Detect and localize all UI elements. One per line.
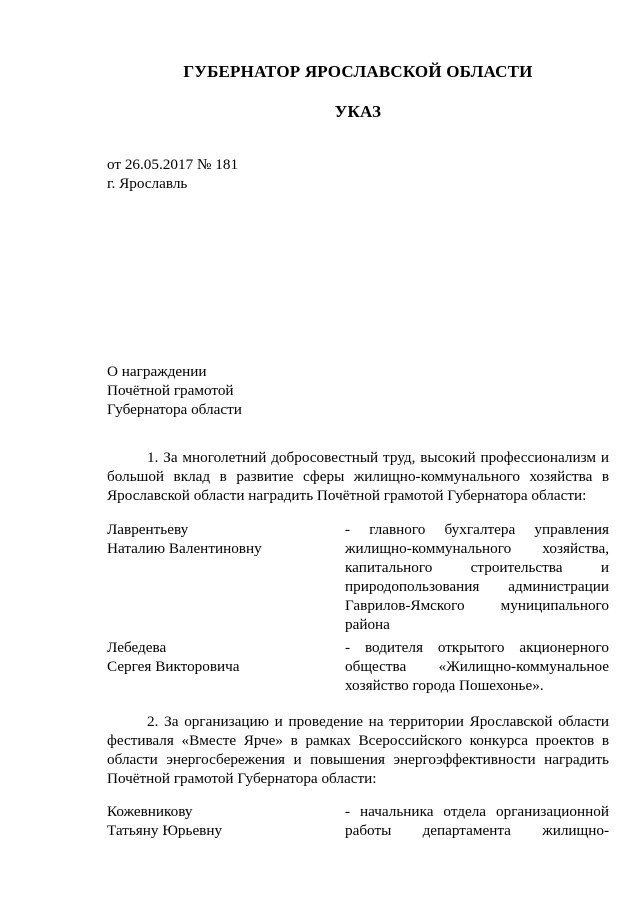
awardee-name bbox=[107, 520, 327, 558]
awardee-position: - водителя открытого акционерного общества «Жилищно-коммунальное хозяйство города Пошехонье». bbox=[345, 639, 609, 694]
awardee-given-names: Наталию Валентиновну bbox=[107, 540, 262, 557]
subject-line-1: О награждении bbox=[107, 363, 207, 380]
awardee-name bbox=[107, 802, 327, 840]
awardee-position: - начальника отдела организационной работы департамента жилищно- bbox=[345, 803, 609, 839]
awardee-name bbox=[107, 638, 327, 676]
subject-line-2: Почётной грамотой bbox=[107, 382, 234, 399]
city: г. Ярославль bbox=[107, 175, 188, 192]
awardee-surname: Лебедева bbox=[107, 639, 167, 656]
section-2-paragraph: 2. За организацию и проведение на территории Ярославской области фестиваля «Вместе Ярче» в рамках Всероссийского конкурса проектов в области энергосбережения и повышения энергоэффективности наградить Почётной грамотой Губернатора области: bbox=[107, 713, 609, 787]
awardee-surname: Лаврентьеву bbox=[107, 521, 189, 538]
awardee-surname: Кожевникову bbox=[107, 803, 193, 820]
document-type-heading: УКАЗ bbox=[334, 102, 382, 121]
awardee-position: - главного бухгалтера управления жилищно-коммунального хозяйства, капитального строительства и природопользования администрации Гаврилов-Ямского муниципального района bbox=[345, 521, 609, 633]
date-number: от 26.05.2017 № 181 bbox=[107, 156, 239, 173]
awardee-given-names: Сергея Викторовича bbox=[107, 658, 240, 675]
awardee-given-names: Татьяну Юрьевну bbox=[107, 822, 223, 839]
subject-line-3: Губернатора области bbox=[107, 401, 242, 418]
section-1-paragraph: 1. За многолетний добросовестный труд, высокий профессионализм и большой вклад в развитие сферы жилищно-коммунального хозяйства в Ярославской области наградить Почётной грамотой Губернатора области: bbox=[107, 449, 609, 504]
authority-heading: ГУБЕРНАТОР ЯРОСЛАВСКОЙ ОБЛАСТИ bbox=[183, 62, 533, 81]
